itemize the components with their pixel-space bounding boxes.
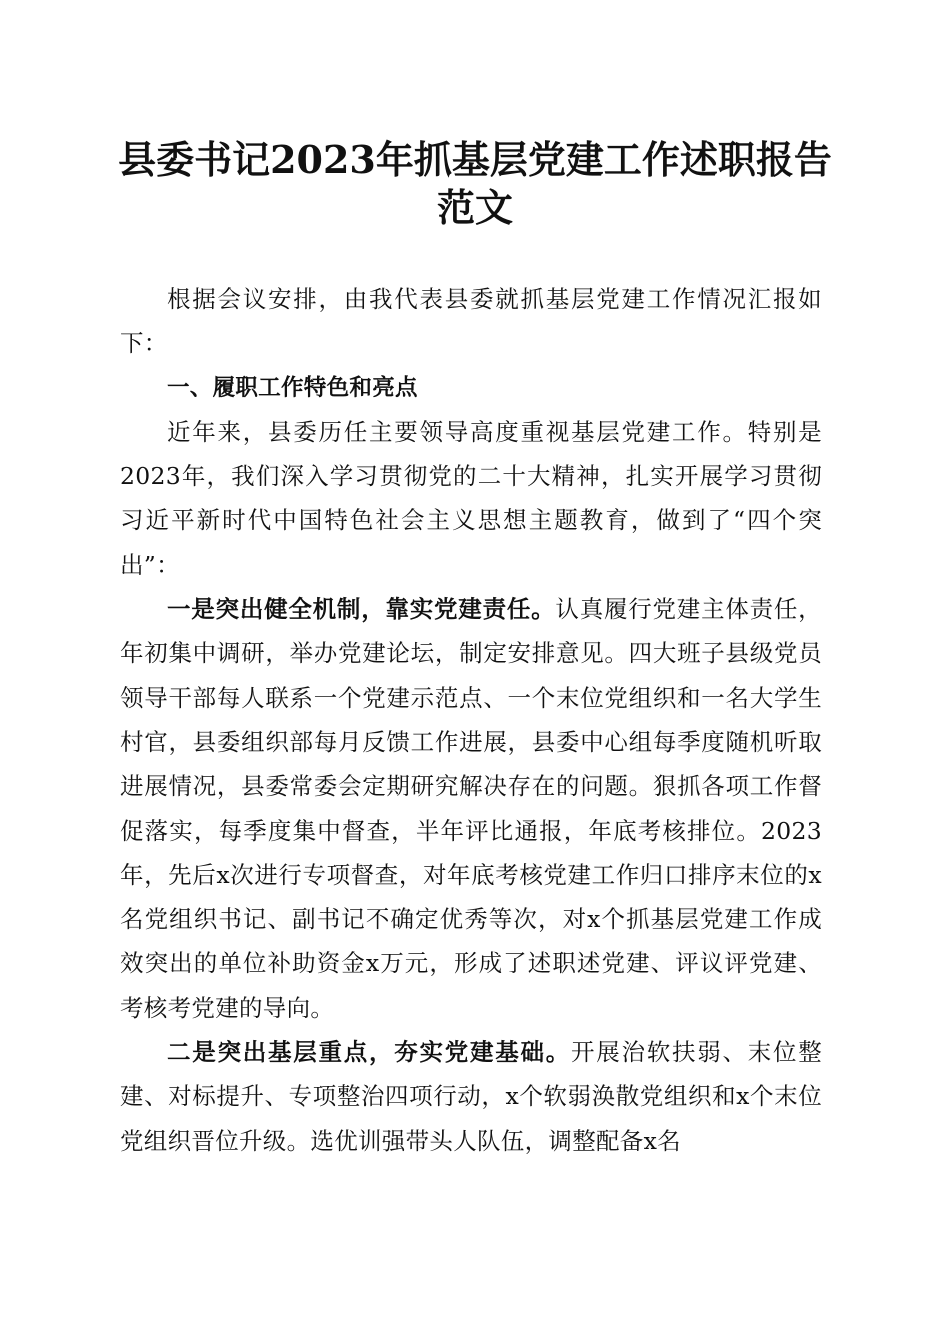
- point-one-paragraph: [120, 587, 822, 1030]
- point-one-text: 认真履行党建主体责任，年初集中调研，举办党建论坛，制定安排意见。四大班子县级党员领导干部每人联系一个党建示范点、一个末位党组织和一名大学生村官，县委组织部每月反馈工作进展，县委中心组每季度随机听取进展情况，县委常委会定期研究解决存在的问题。狠抓各项工作督促落实，每季度集中督查，半年评比通报，年底考核排位。2023年，先后x次进行专项督查，对年底考核党建工作归口排序末位的x名党组织书记、副书记不确定优秀等次，对x个抓基层党建工作成效突出的单位补助资金x万元，形成了述职述党建、评议评党建、考核考党建的导向。: [120, 595, 822, 1022]
- document-body: [120, 277, 822, 1163]
- point-two-text: 开展治软扶弱、末位整建、对标提升、专项整治四项行动，x个软弱涣散党组织和x个末位党组织晋位升级。选优训强带头人队伍，调整配备x名: [120, 1038, 822, 1155]
- section-heading: 一、履职工作特色和亮点: [167, 374, 418, 401]
- intro-paragraph: 根据会议安排，由我代表县委就抓基层党建工作情况汇报如下：: [120, 285, 822, 358]
- point-one-lead: 一是突出健全机制，靠实党建责任。: [167, 595, 556, 624]
- point-two-paragraph: [120, 1030, 822, 1163]
- section-paragraph: 近年来，县委历任主要领导高度重视基层党建工作。特别是2023年，我们深入学习贯彻党的二十大精神，扎实开展学习贯彻习近平新时代中国特色社会主义思想主题教育，做到了“四个突出”：: [120, 417, 822, 579]
- point-two-lead: 二是突出基层重点，夯实党建基础。: [167, 1038, 571, 1067]
- document-title: 县委书记2023年抓基层党建工作述职报告范文: [118, 137, 832, 230]
